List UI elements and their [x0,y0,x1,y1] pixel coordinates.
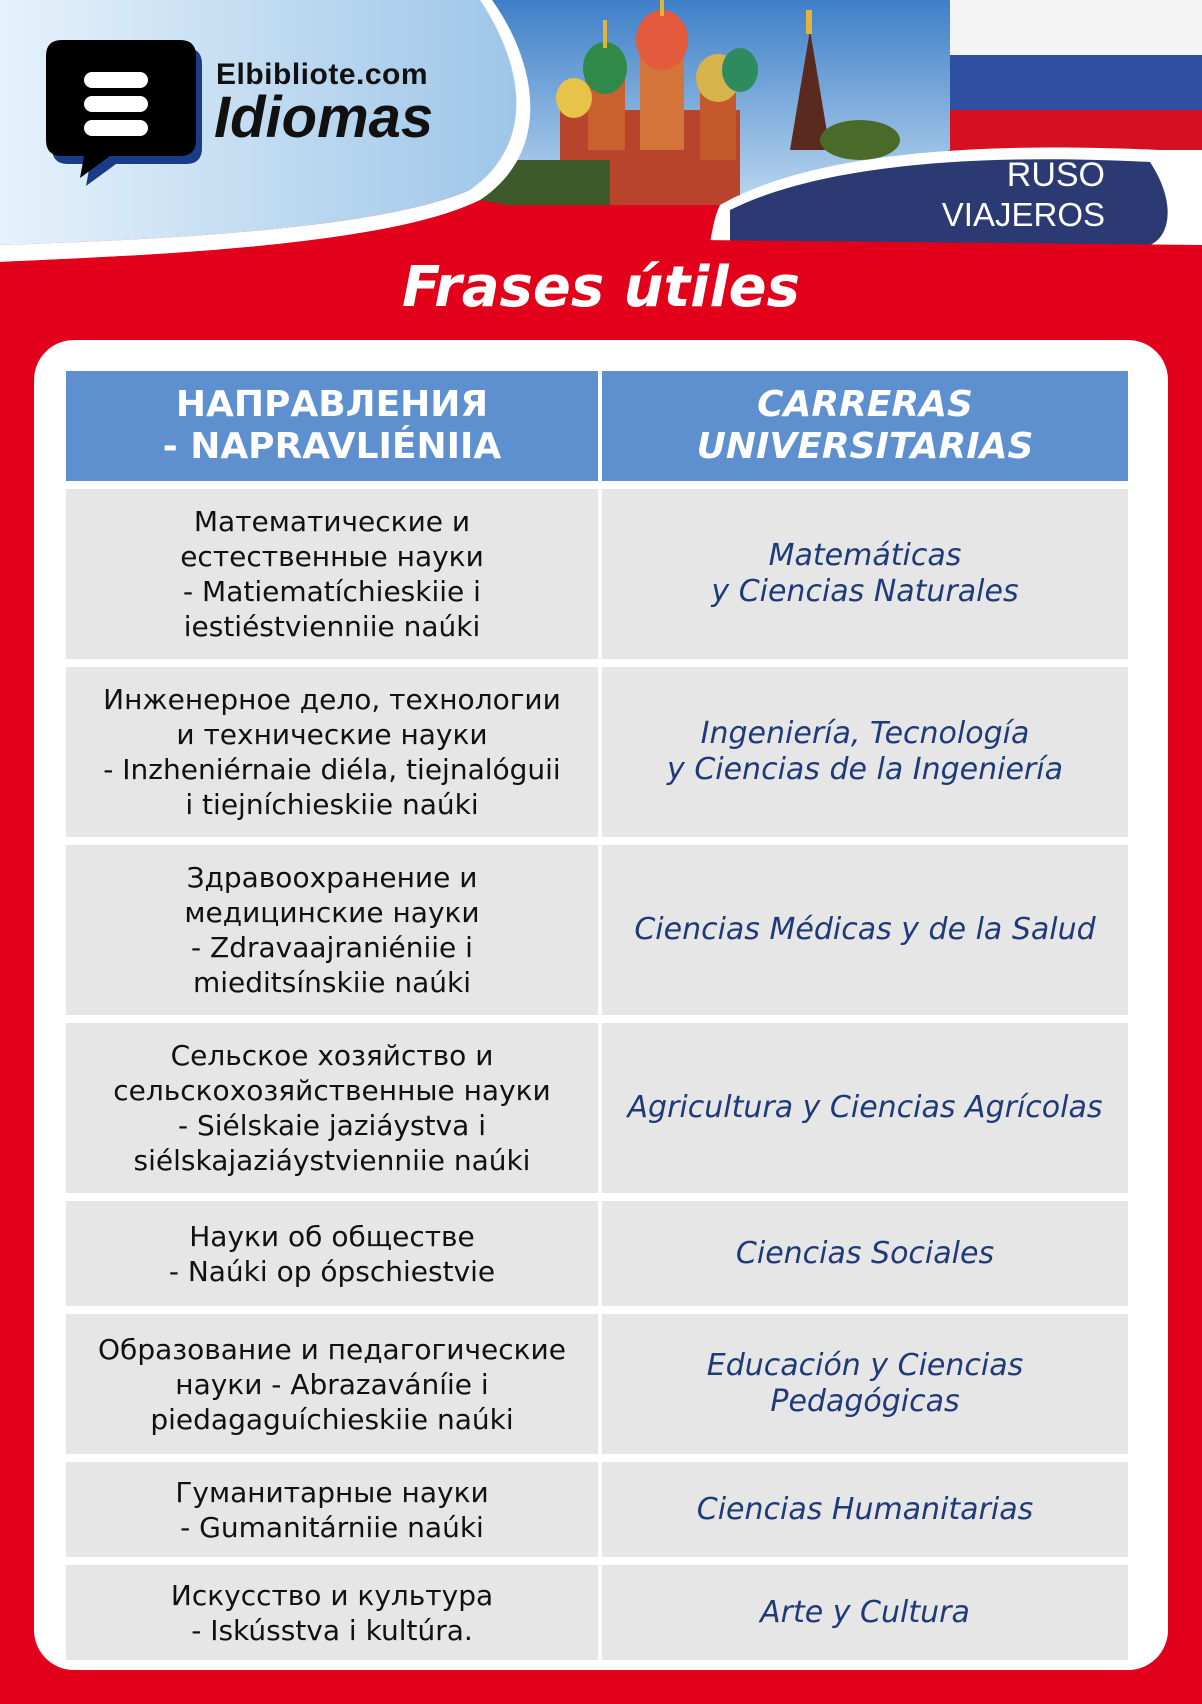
spanish-cell: Ingeniería, Tecnología y Ciencias de la Ingeniería [602,667,1128,837]
table-row [66,1462,1128,1557]
table-row [66,1314,1128,1454]
brand-site: Elbibliote.com [216,58,429,91]
column-header-russian: НАПРАВЛЕНИЯ - NAPRAVLIÉNIIA [66,371,598,481]
table-row [66,1201,1128,1306]
spanish-cell: Ciencias Sociales [602,1201,1128,1306]
column-header-spanish: CARRERAS UNIVERSITARIAS [602,371,1128,481]
table-row [66,1023,1128,1193]
table-row [66,667,1128,837]
language-name: RUSO [1006,156,1105,194]
audience-label: VIAJEROS [941,196,1105,233]
russian-cell: Инженерное дело, технологии и технические науки - Inzheniérnaie diéla, tiejnalóguii i tiejníchieskiie naúki [66,667,598,837]
russian-cell: Искусство и культура - Iskússtva i kultúra. [66,1565,598,1660]
page-title: Frases útiles [402,255,800,320]
language-label [942,155,1105,235]
spanish-cell: Matemáticas y Ciencias Naturales [602,489,1128,659]
table-row [66,489,1128,659]
russian-cell: Здравоохранение и медицинские науки - Zdravaajraniéniie i mieditsínskiie naúki [66,845,598,1015]
russian-cell: Сельское хозяйство и сельскохозяйственные науки - Siélskaie jaziáystva i siélskajaziáystvienniie naúki [66,1023,598,1193]
spanish-cell: Ciencias Médicas y de la Salud [602,845,1128,1015]
table-row [66,845,1128,1015]
russian-cell: Математические и естественные науки - Matiematíchieskiie i iestiéstvienniie naúki [66,489,598,659]
russian-cell: Гуманитарные науки - Gumanitárniie naúki [66,1462,598,1557]
russian-cell: Образование и педагогические науки - Abrazaváníie i piedagaguíchieskiie naúki [66,1314,598,1454]
russian-cell: Науки об обществе - Naúki op ópschiestvie [66,1201,598,1306]
spanish-cell: Arte y Cultura [602,1565,1128,1660]
table-row [66,1565,1128,1660]
brand-name: Idiomas [214,85,434,150]
spanish-cell: Educación y Ciencias Pedagógicas [602,1314,1128,1454]
header-banner [0,0,1202,290]
spanish-cell: Agricultura y Ciencias Agrícolas [602,1023,1128,1193]
phrases-table [62,363,1132,1668]
chat-book-logo-icon [46,38,206,188]
table-header-row [66,371,1128,481]
spanish-cell: Ciencias Humanitarias [602,1462,1128,1557]
